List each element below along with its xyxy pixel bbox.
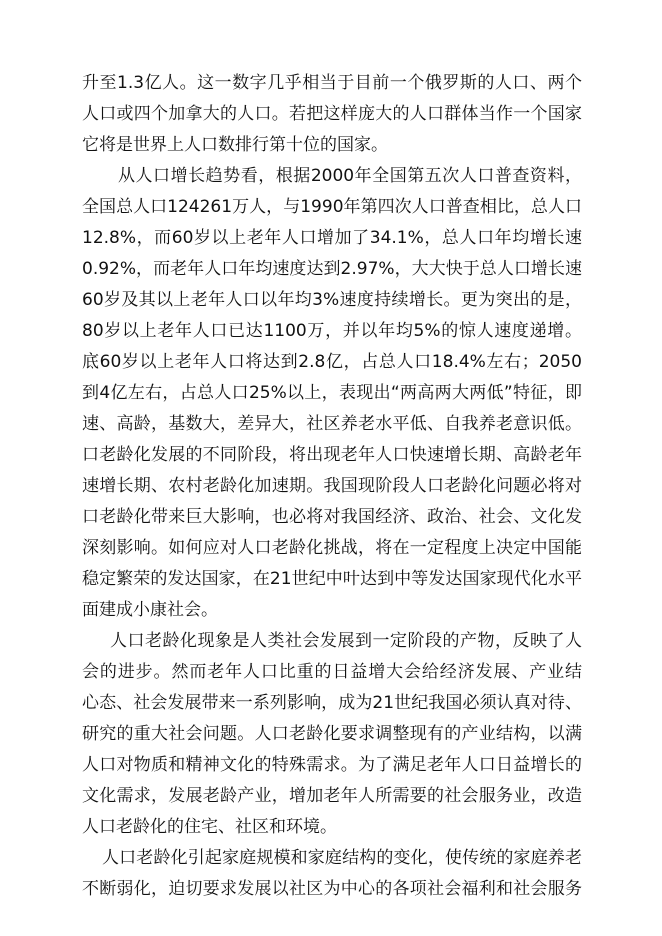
text-line: 人口或四个加拿大的人口。若把这样庞大的人口群体当作一个国家	[82, 104, 582, 124]
text-line: 口老龄化带来巨大影响，也必将对我国经济、政治、社会、文化发	[82, 507, 582, 527]
text-line: 心态、社会发展带来一系列影响，成为21世纪我国必须认真对待、	[82, 693, 582, 713]
text-line: 全国总人口124261万人，与1990年第四次人口普查相比，总人口	[82, 197, 582, 217]
text-line: 从人口增长趋势看，根据2000年全国第五次人口普查资料，	[118, 166, 582, 186]
text-line: 人口老龄化引起家庭规模和家庭结构的变化，使传统的家庭养老	[102, 848, 582, 868]
text-line: 人口老龄化现象是人类社会发展到一定阶段的产物，反映了人	[110, 631, 582, 651]
text-line: 文化需求，发展老龄产业，增加老年人所需要的社会服务业，改造	[82, 786, 582, 806]
text-line: 口老龄化发展的不同阶段，将出现老年人口快速增长期、高龄老年	[82, 445, 582, 465]
text-line: 人口老龄化的住宅、社区和环境。	[82, 817, 337, 837]
text-line: 深刻影响。如何应对人口老龄化挑战，将在一定程度上决定中国能	[82, 538, 582, 558]
text-line: 升至1.3亿人。这一数字几乎相当于目前一个俄罗斯的人口、两个	[82, 73, 582, 93]
text-line: 研究的重大社会问题。人口老龄化要求调整现有的产业结构，以满	[82, 724, 582, 744]
text-line: 速、高龄，基数大，差异大，社区养老水平低、自我养老意识低。	[82, 414, 582, 434]
text-line: 底60岁以上老年人口将达到2.8亿，占总人口18.4%左右；2050	[82, 352, 582, 372]
text-line: 它将是世界上人口数排行第十位的国家。	[82, 135, 388, 155]
text-line: 0.92%，而老年人口年均速度达到2.97%，大大快于总人口增长速	[82, 259, 582, 279]
text-line: 不断弱化，迫切要求发展以社区为中心的各项社会福利和社会服务	[82, 879, 582, 899]
text-line: 速增长期、农村老龄化加速期。我国现阶段人口老龄化问题必将对	[82, 476, 582, 496]
text-line: 到4亿左右，占总人口25%以上，表现出“两高两大两低”特征，即	[82, 383, 582, 403]
text-line: 60岁及其以上老年人口以年均3%速度持续增长。更为突出的是，	[82, 290, 582, 310]
text-line: 80岁以上老年人口已达1100万，并以年均5%的惊人速度递增。	[82, 321, 582, 341]
text-line: 人口对物质和精神文化的特殊需求。为了满足老年人口日益增长的	[82, 755, 582, 775]
text-line: 稳定繁荣的发达国家，在21世纪中叶达到中等发达国家现代化水平	[82, 569, 582, 589]
text-line: 12.8%，而60岁以上老年人口增加了34.1%，总人口年均增长速	[82, 228, 582, 248]
document-body	[82, 68, 582, 905]
text-line: 面建成小康社会。	[82, 600, 218, 620]
text-line: 会的进步。然而老年人口比重的日益增大会给经济发展、产业结	[82, 662, 582, 682]
